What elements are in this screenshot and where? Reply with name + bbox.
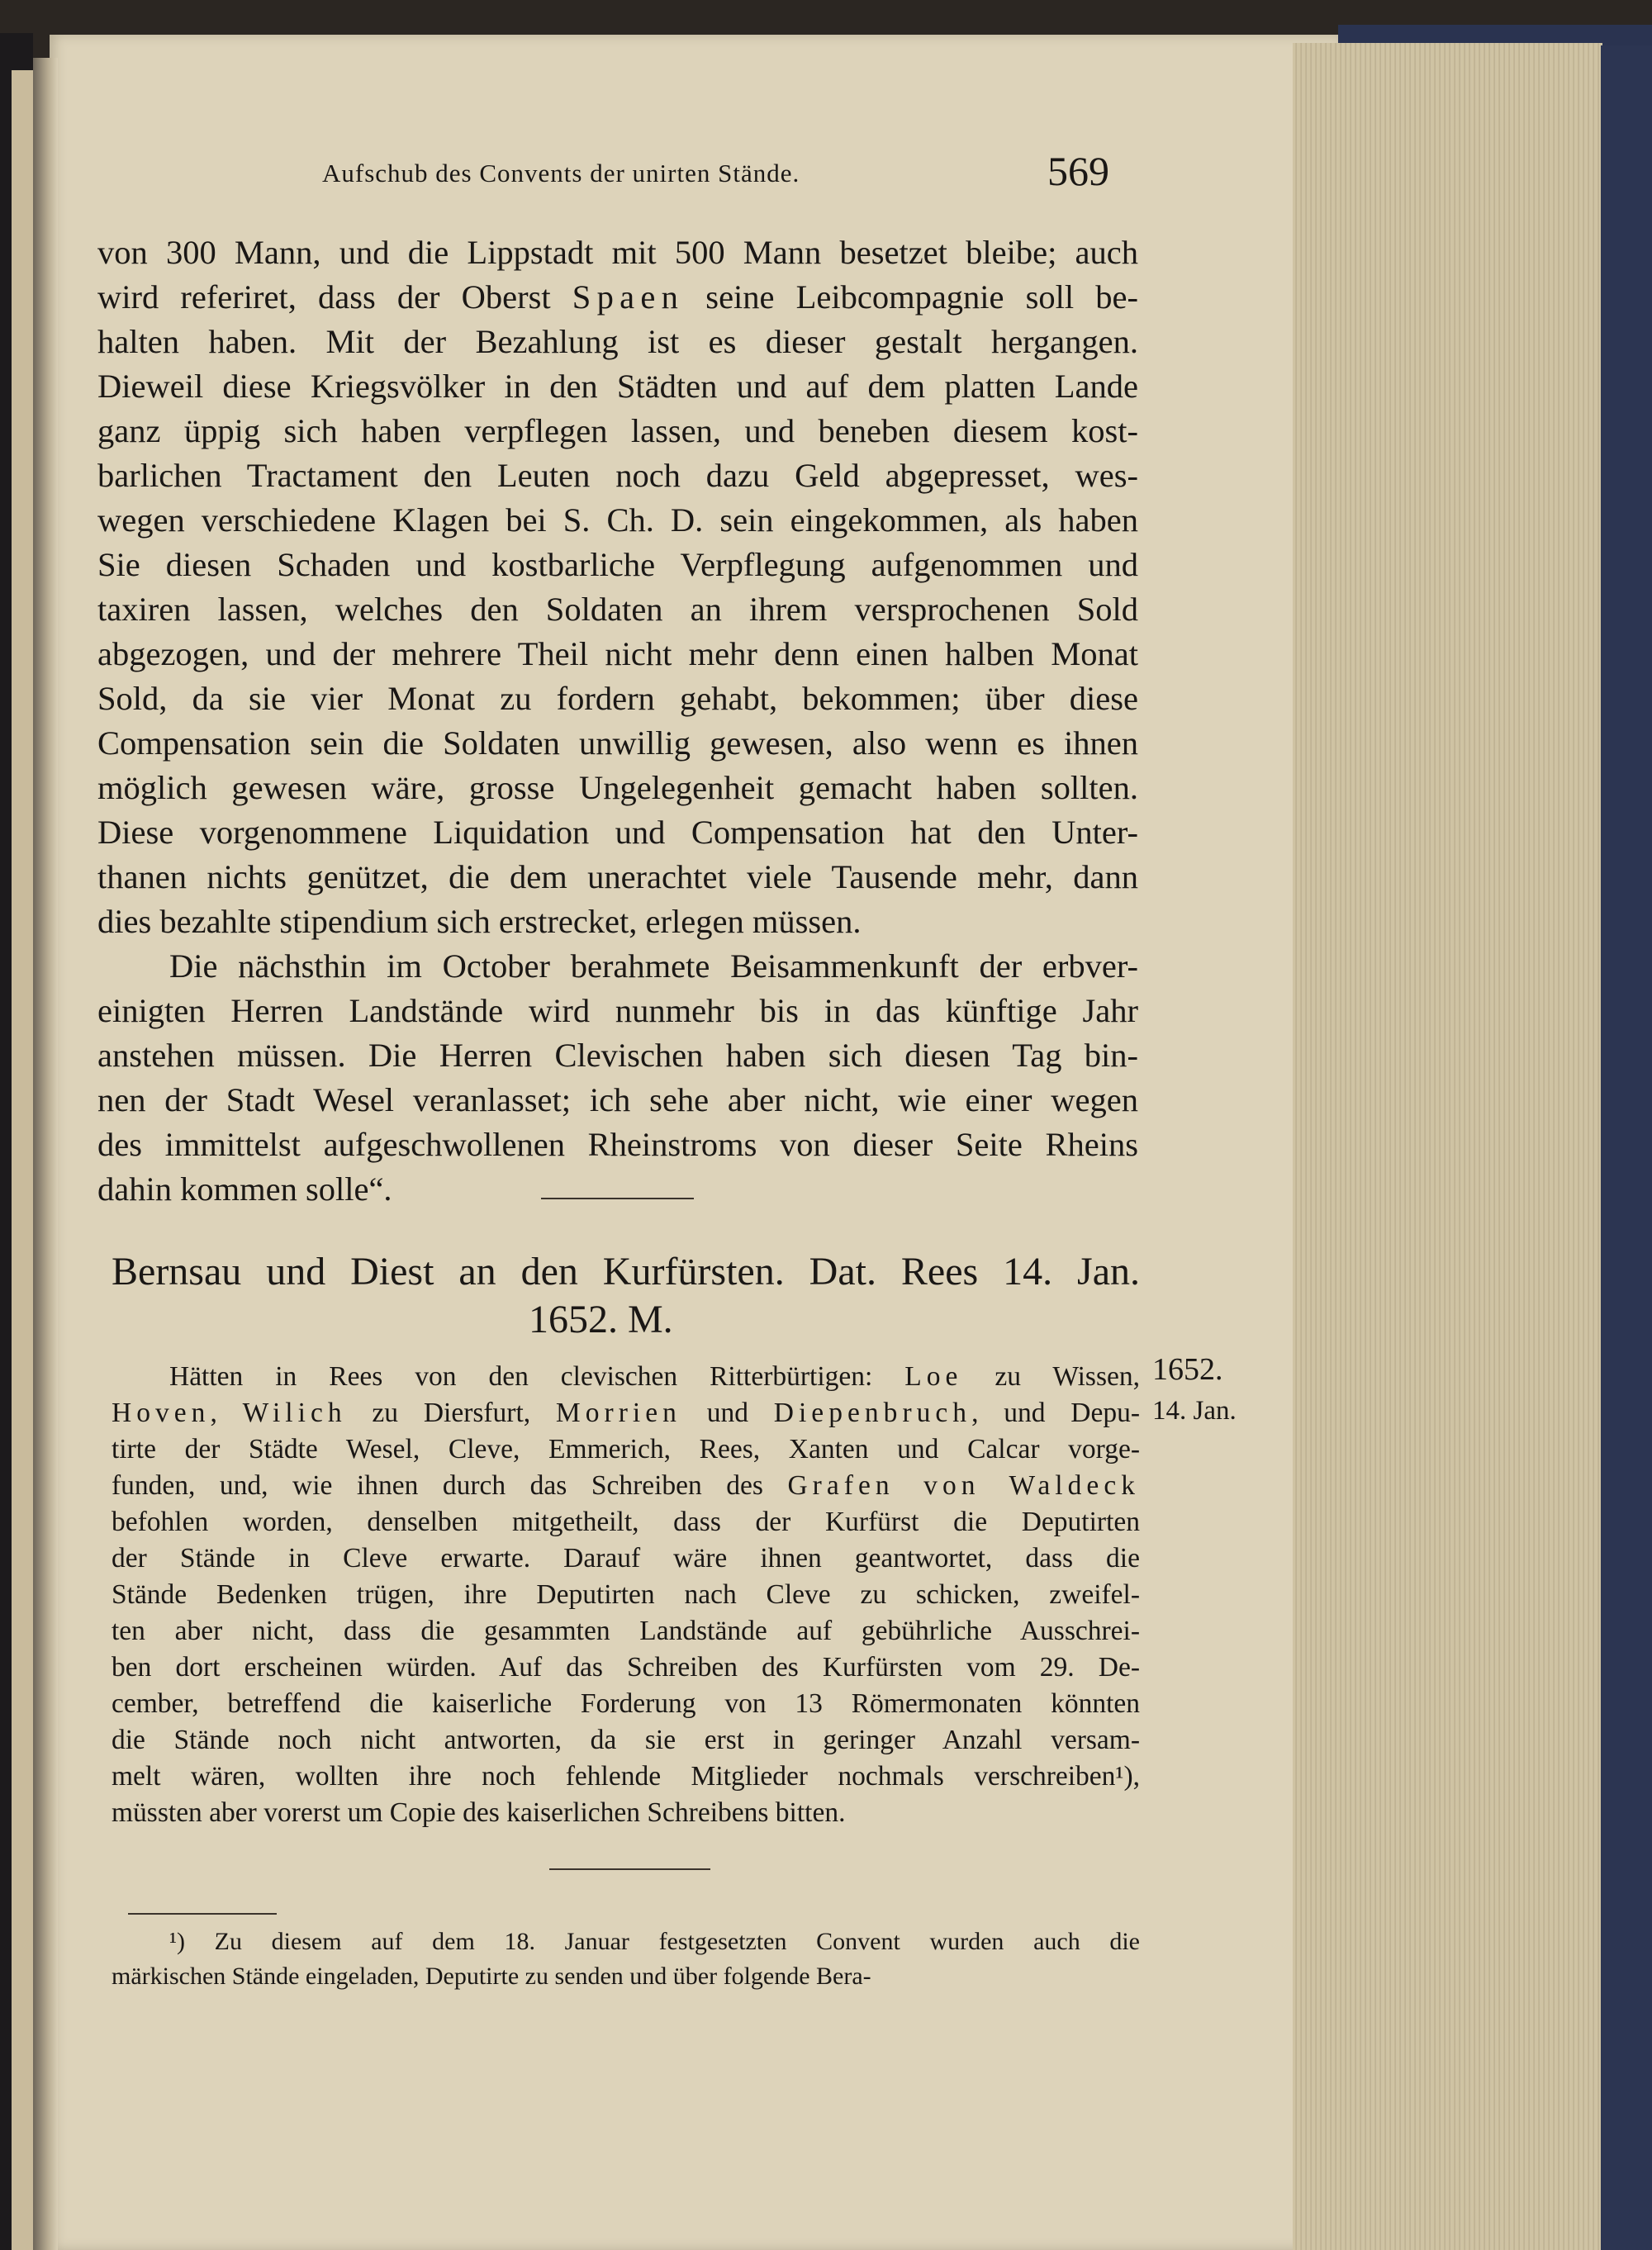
name-loe: Loe [904,1361,963,1392]
page-gutter [33,58,58,2250]
book-cover-right [1601,45,1652,2250]
body-line: anstehen müssen. Die Herren Clevischen haben sich diesen Tag bin- [97,1037,1138,1074]
name-spaen: Spaen [572,278,685,316]
body-line: von 300 Mann, und die Lippstadt mit 500 Mann besetzet bleibe; auch [97,234,1138,271]
summary-line: der Stände in Cleve erwarte. Darauf wäre ihnen geantwortet, dass die [112,1543,1140,1574]
body-line: ganz üppig sich haben verpflegen lassen, und beneben diesem kost- [97,412,1138,449]
body-line: taxiren lassen, welches den Soldaten an ihrem versprochenen Sold [97,591,1138,628]
summary-line: tirte der Städte Wesel, Cleve, Emmerich, Rees, Xanten und Calcar vorge- [112,1434,1140,1464]
body-line: des immittelst aufgeschwollenen Rheinstroms von dieser Seite Rheins [97,1126,1138,1163]
summary-end-rule [549,1868,710,1870]
body-line: Die nächsthin im October berahmete Beisammenkunft der erbver- [169,947,1138,985]
summary-line: müssten aber vorerst um Copie des kaiserlichen Schreibens bitten. [112,1797,846,1828]
body-line: Compensation sein die Soldaten unwillig gewesen, also wenn es ihnen [97,724,1138,762]
body-line: dies bezahlte stipendium sich erstrecket, erlegen müssen. [97,903,862,940]
body-line: halten haben. Mit der Bezahlung ist es dieser gestalt hergangen. [97,323,1138,360]
margin-year: 1652. [1152,1352,1223,1387]
body-line: abgezogen, und der mehrere Theil nicht mehr denn einen halben Monat [97,635,1138,672]
name-diepenbruch: Diepenbruch [773,1398,972,1428]
name-grafen-von-waldeck: Grafen von Waldeck [787,1470,1141,1501]
running-header: Aufschub des Convents der unirten Stände. [322,159,800,188]
body-line: thanen nichts genützet, die dem unerachtet viele Tausende mehr, dann [97,858,1138,895]
body-line: einigten Herren Landstände wird nunmehr bis in das künftige Jahr [97,992,1138,1029]
summary-line: ben dort erscheinen würden. Auf das Schreiben des Kurfürsten vom 29. De- [112,1652,1140,1683]
name-morrien: Morrien [555,1398,681,1428]
body-line: wird referiret, dass der Oberst Spaen seine Leibcompagnie soll be- [97,278,1138,316]
body-line: Dieweil diese Kriegsvölker in den Städten und auf dem platten Lande [97,368,1138,405]
margin-date: 14. Jan. [1152,1396,1237,1426]
body-line: barlichen Tractament den Leuten noch dazu Geld abgepresset, wes- [97,457,1138,494]
document-heading-date: 1652. M. [529,1298,673,1341]
summary-line: Hätten in Rees von den clevischen Ritterbürtigen: Loe zu Wissen, [169,1361,1140,1392]
body-line: Diese vorgenommene Liquidation und Compensation hat den Unter- [97,814,1138,851]
summary-line: befohlen worden, denselben mitgetheilt, dass der Kurfürst die Deputirten [112,1507,1140,1537]
body-line: nen der Stadt Wesel veranlasset; ich sehe aber nicht, wie einer wegen [97,1081,1138,1118]
summary-line: Stände Bedenken trügen, ihre Deputirten nach Cleve zu schicken, zweifel- [112,1579,1140,1610]
body-line: möglich gewesen wäre, grosse Ungelegenheit gemacht haben sollten. [97,769,1138,806]
summary-line: cember, betreffend die kaiserliche Forderung von 13 Römermonaten könnten [112,1688,1140,1719]
summary-line: Hoven, Wilich zu Diersfurt, Morrien und Diepenbruch, und Depu- [112,1398,1141,1428]
body-line: wegen verschiedene Klagen bei S. Ch. D. sein eingekommen, als haben [97,501,1138,539]
body-line: Sie diesen Schaden und kostbarliche Verpflegung aufgenommen und [97,546,1138,583]
footnote-line: märkischen Stände eingeladen, Deputirte zu senden und über folgende Bera- [112,1963,871,1990]
footnote-rule [128,1913,277,1915]
summary-line: melt wären, wollten ihre noch fehlende Mitglieder nochmals verschreiben¹), [112,1761,1140,1792]
summary-line: ten aber nicht, dass die gesammten Landstände auf gebührliche Ausschrei- [112,1616,1140,1646]
document-heading: Bernsau und Diest an den Kurfürsten. Dat. Rees 14. Jan. [112,1250,1140,1294]
page-block-edges [1293,43,1602,2250]
name-hoven: Hoven [112,1398,211,1428]
body-line: Sold, da sie vier Monat zu fordern gehabt, bekommen; über diese [97,680,1138,717]
body-line: dahin kommen solle“. [97,1170,392,1208]
section-divider [541,1198,694,1199]
summary-line: funden, und, wie ihnen durch das Schreiben des Grafen von Waldeck [112,1470,1141,1501]
summary-line: die Stände noch nicht antworten, da sie erst in geringer Anzahl versam- [112,1725,1140,1755]
name-wilich: Wilich [242,1398,347,1428]
footnote-line: ¹) Zu diesem auf dem 18. Januar festgesetzten Convent wurden auch die [169,1928,1140,1955]
page-number: 569 [1047,148,1109,194]
